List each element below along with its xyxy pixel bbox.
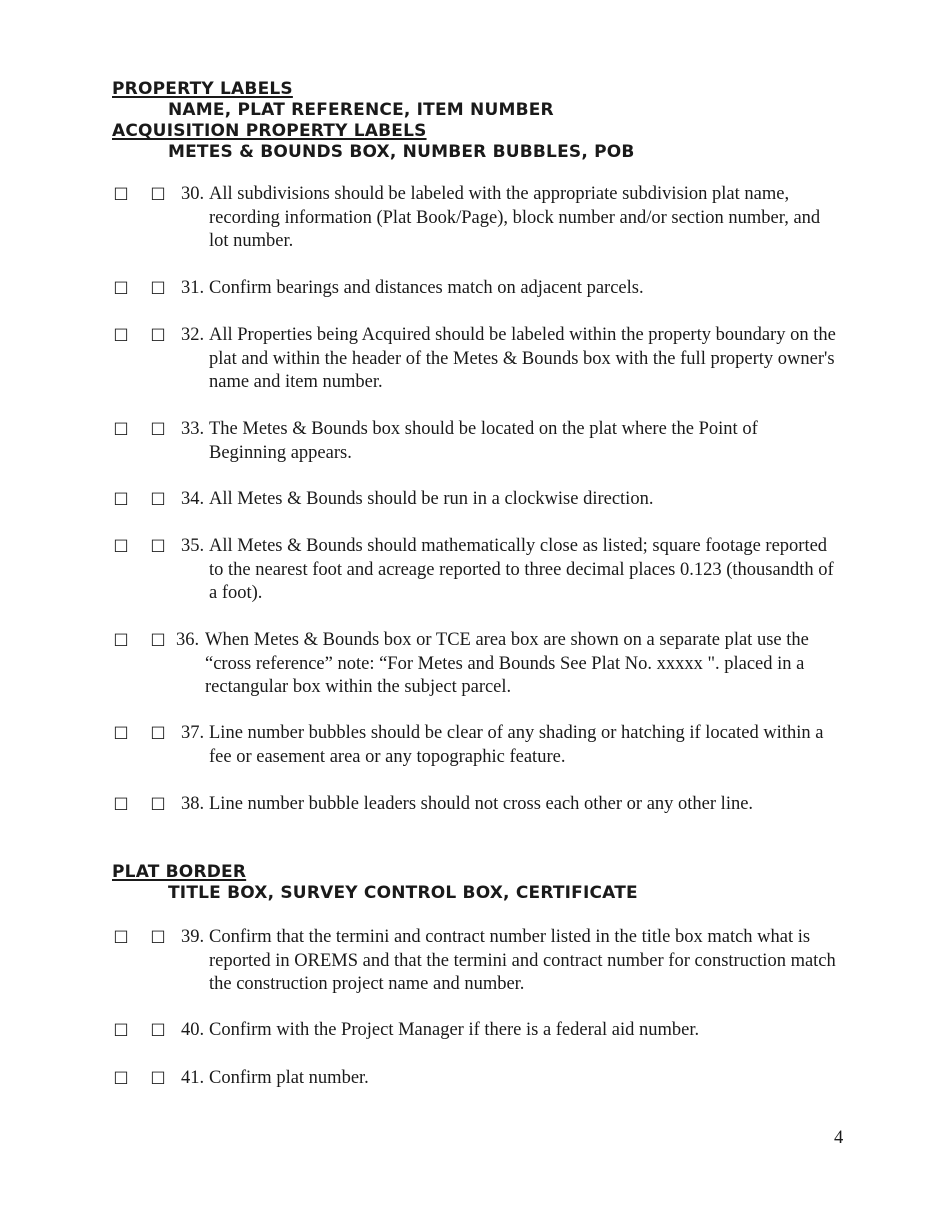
page-number: 4 <box>834 1128 844 1148</box>
checkbox-1[interactable]: ☐ <box>113 420 129 439</box>
checkbox-1[interactable]: ☐ <box>113 631 129 650</box>
checkbox-1[interactable]: ☐ <box>113 326 129 345</box>
section-heading-plat-border: PLAT BORDER <box>112 862 247 882</box>
section-subheading-plat-border: TITLE BOX, SURVEY CONTROL BOX, CERTIFICATE <box>168 883 638 903</box>
item-number: 33. <box>181 419 205 439</box>
item-number: 32. <box>181 325 205 345</box>
item-number: 41. <box>181 1068 205 1088</box>
item-number: 38. <box>181 794 205 814</box>
item-number: 40. <box>181 1020 205 1040</box>
item-text: When Metes & Bounds box or TCE area box are shown on a separate plat use the “cross reference” note: “For Metes and Bounds See Plat No. xxxxx ". placed in a rectangular box within the subject parcel. <box>205 630 809 697</box>
checkbox-2[interactable]: ☐ <box>150 1069 166 1088</box>
checkbox-2[interactable]: ☐ <box>150 490 166 509</box>
checkbox-2[interactable]: ☐ <box>150 928 166 947</box>
checkbox-1[interactable]: ☐ <box>113 1069 129 1088</box>
item-text: Confirm with the Project Manager if there is a federal aid number. <box>209 1020 700 1040</box>
checkbox-2[interactable]: ☐ <box>150 326 166 345</box>
checkbox-1[interactable]: ☐ <box>113 1021 129 1040</box>
checkbox-1[interactable]: ☐ <box>113 928 129 947</box>
section-heading-property-labels: PROPERTY LABELS <box>112 79 293 99</box>
item-text: All Metes & Bounds should mathematically close as listed; square footage reported to the nearest foot and acreage reported to three decimal places 0.123 (thousandth of a foot). <box>209 536 834 603</box>
checkbox-2[interactable]: ☐ <box>150 795 166 814</box>
item-text: Line number bubble leaders should not cross each other or any other line. <box>209 794 754 814</box>
item-number: 39. <box>181 927 205 947</box>
section-subheading-acquisition-labels: METES & BOUNDS BOX, NUMBER BUBBLES, POB <box>168 142 635 162</box>
checkbox-1[interactable]: ☐ <box>113 724 129 743</box>
checkbox-2[interactable]: ☐ <box>150 724 166 743</box>
checkbox-2[interactable]: ☐ <box>150 631 166 650</box>
item-text: The Metes & Bounds box should be located on the plat where the Point of Beginning appears. <box>209 419 758 463</box>
checkbox-2[interactable]: ☐ <box>150 537 166 556</box>
item-text: All subdivisions should be labeled with the appropriate subdivision plat name, recording information (Plat Book/Page), block number and/or section number, and lot number. <box>209 184 821 251</box>
item-number: 30. <box>181 184 205 204</box>
item-number: 37. <box>181 723 205 743</box>
checkbox-2[interactable]: ☐ <box>150 420 166 439</box>
checkbox-1[interactable]: ☐ <box>113 537 129 556</box>
checkbox-2[interactable]: ☐ <box>150 1021 166 1040</box>
checkbox-2[interactable]: ☐ <box>150 279 166 298</box>
item-number: 36. <box>176 630 200 650</box>
item-text: All Properties being Acquired should be labeled within the property boundary on the plat and within the header of the Metes & Bounds box with the full property owner's name and item number. <box>209 325 836 392</box>
checkbox-1[interactable]: ☐ <box>113 490 129 509</box>
section-subheading-property-labels: NAME, PLAT REFERENCE, ITEM NUMBER <box>168 100 554 120</box>
item-text: Confirm that the termini and contract number listed in the title box match what is reported in OREMS and that the termini and contract number for construction match the construction project name and number. <box>209 927 836 994</box>
section-heading-acquisition-labels: ACQUISITION PROPERTY LABELS <box>112 121 427 141</box>
item-text: All Metes & Bounds should be run in a clockwise direction. <box>209 489 654 509</box>
checkbox-1[interactable]: ☐ <box>113 279 129 298</box>
item-text: Confirm bearings and distances match on adjacent parcels. <box>209 278 644 298</box>
item-text: Confirm plat number. <box>209 1068 369 1088</box>
item-number: 34. <box>181 489 205 509</box>
checkbox-1[interactable]: ☐ <box>113 795 129 814</box>
checkbox-2[interactable]: ☐ <box>150 185 166 204</box>
item-number: 31. <box>181 278 205 298</box>
item-text: Line number bubbles should be clear of any shading or hatching if located within a fee or easement area or any topographic feature. <box>209 723 824 767</box>
checkbox-1[interactable]: ☐ <box>113 185 129 204</box>
item-number: 35. <box>181 536 205 556</box>
